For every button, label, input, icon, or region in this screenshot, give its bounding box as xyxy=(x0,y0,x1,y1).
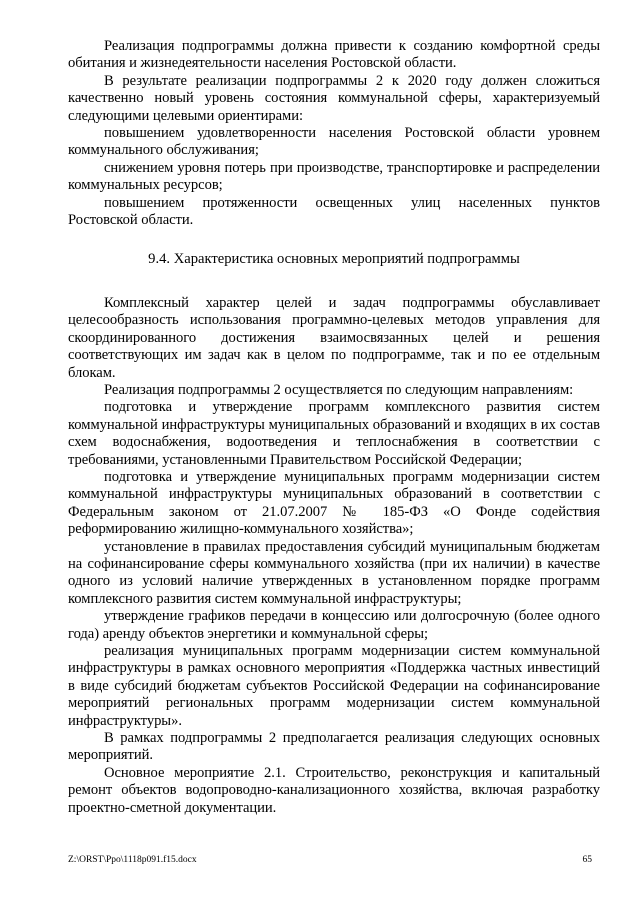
paragraph: установление в правилах предоставления субсидий муниципальным бюджетам на софинансирование сферы коммунального хозяйства (при их наличии) в качестве одного из условий наличие утвержденных в установленном порядке программ комплексного развития систем коммунальной инфраструктуры; xyxy=(68,538,600,607)
section-heading: 9.4. Характеристика основных мероприятий подпрограммы xyxy=(148,251,520,268)
paragraph: Реализация подпрограммы 2 осуществляется по следующим направлениям: xyxy=(104,381,574,398)
paragraph: реализация муниципальных программ модернизации систем коммунальной инфраструктуры в рамках основного мероприятия «Поддержка частных инвестиций в виде субсидий бюджетам субъектов Российской Федерации на софинансирование мероприятий региональных программ модернизации систем коммунальной инфраструктуры». xyxy=(68,643,600,729)
paragraph: подготовка и утверждение муниципальных программ модернизации систем коммунальной инфраструктуры муниципальных образований в соответствии с Федеральным законом от 21.07.2007 № 185-ФЗ «О Фонде содействия реформированию жилищно-коммунального хозяйства»; xyxy=(68,468,600,538)
paragraph: подготовка и утверждение программ комплексного развития систем коммунальной инфраструктуры муниципальных образований и входящих в их состав схем водоснабжения, водоотведения и теплоснабжения в соответствии с требованиями, установленными Правительством Российской Федерации; xyxy=(68,399,600,468)
paragraph: В рамках подпрограммы 2 предполагается реализация следующих основных мероприятий. xyxy=(68,730,600,764)
page-number: 65 xyxy=(582,855,592,865)
paragraph: Комплексный характер целей и задач подпрограммы обуславливает целесообразность использования программно-целевых методов управления для скоординированного достижения взаимосвязанных целей и решения соответствующих им задач как в целом по подпрограмме, так и по ее отдельным блокам. xyxy=(68,294,600,381)
file-path: Z:\ORST\Ppo\1118p091.f15.docx xyxy=(68,855,197,865)
paragraph: снижением уровня потерь при производстве, транспортировке и распределении коммунальных ресурсов; xyxy=(68,159,600,194)
paragraph: Реализация подпрограммы должна привести к созданию комфортной среды обитания и жизнедеятельности населения Ростовской области. xyxy=(68,38,600,72)
paragraph: В результате реализации подпрограммы 2 к 2020 году должен сложиться качественно новый уровень состояния коммунальной сферы, характеризуемый следующими целевыми ориентирами: xyxy=(68,72,600,124)
paragraph: Основное мероприятие 2.1. Строительство, реконструкция и капитальный ремонт объектов водопроводно-канализационного хозяйства, включая разработку проектно-сметной документации. xyxy=(68,764,600,816)
paragraph: повышением протяженности освещенных улиц населенных пунктов Ростовской области. xyxy=(68,194,600,229)
document-page xyxy=(68,38,600,817)
paragraph: утверждение графиков передачи в концессию или долгосрочную (более одного года) аренду объектов энергетики и коммунальной сферы; xyxy=(68,608,600,642)
paragraph: повышением удовлетворенности населения Ростовской области уровнем коммунального обслуживания; xyxy=(68,125,600,159)
